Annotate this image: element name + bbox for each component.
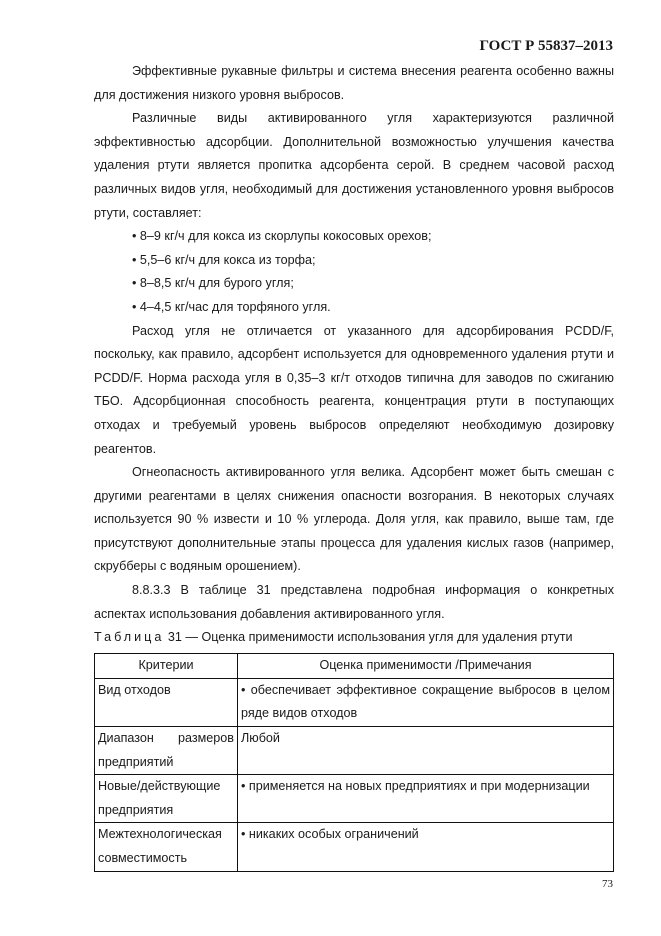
document-id-header: ГОСТ Р 55837–2013 (479, 38, 613, 54)
table-cell-criterion: Вид отходов (95, 678, 238, 726)
table-cell-assessment: Любой (238, 727, 614, 775)
table-cell-criterion: Новые/действующие предприятия (95, 775, 238, 823)
table-row (95, 727, 614, 775)
column-header-assessment: Оценка применимости /Примечания (238, 653, 614, 678)
criteria-table (94, 653, 614, 872)
page-number: 73 (602, 878, 613, 890)
column-header-criteria: Критерии (95, 653, 238, 678)
table-cell-criterion: Диапазон размеров предприятий (95, 727, 238, 775)
table-caption (94, 626, 614, 650)
table-row (95, 823, 614, 871)
table-cell-assessment: • применяется на новых предприятиях и при модернизации (238, 775, 614, 823)
document-body (94, 60, 614, 872)
bullet-item: • 4–4,5 кг/час для торфяного угля. (94, 296, 614, 320)
table-row (95, 678, 614, 726)
paragraph: Расход угля не отличается от указанного для адсорбирования PCDD/F, поскольку, как правило, адсорбент используется для одновременного удаления ртути и PCDD/F. Норма расхода угля в 0,35–3 кг/т отходов типична для заводов по сжиганию ТБО. Адсорбционная способность реагента, концентрация ртути в поступающих отходах и требуемый уровень выбросов определяют необходимую дозировку реагентов. (94, 323, 614, 456)
bullet-item: • 8–9 кг/ч для кокса из скорлупы кокосовых орехов; (94, 225, 614, 249)
paragraph: Различные виды активированного угля характеризуются различной эффективностью адсорбции. Дополнительной возможностью улучшения качества удаления ртути является пропитка адсорбента серой. В среднем часовой расход различных видов угля, необходимый для достижения установленного уровня выбросов ртути, составляет: (94, 111, 614, 220)
paragraph: 8.8.3.3 В таблице 31 представлена подробная информация о конкретных аспектах использования добавления активированного угля. (94, 583, 614, 621)
table-caption-label: Таблица (94, 630, 165, 645)
table-caption-text: 31 — Оценка применимости использования угля для удаления ртути (164, 630, 573, 645)
table-cell-assessment: • никаких особых ограничений (238, 823, 614, 871)
table-cell-criterion: Межтехнологическая совместимость (95, 823, 238, 871)
table-header-row (95, 653, 614, 678)
bullet-item: • 8–8,5 кг/ч для бурого угля; (94, 272, 614, 296)
table-cell-assessment: • обеспечивает эффективное сокращение выбросов в целом ряде видов отходов (238, 678, 614, 726)
paragraph: Огнеопасность активированного угля велика. Адсорбент может быть смешан с другими реагентами в целях снижения опасности возгорания. В некоторых случаях используется 90 % извести и 10 % углерода. Доля угля, как правило, выше там, где присутствуют дополнительные этапы процесса для удаления кислых газов (например, скрубберы с водяным орошением). (94, 465, 614, 574)
bullet-list (94, 225, 614, 319)
table-row (95, 775, 614, 823)
bullet-item: • 5,5–6 кг/ч для кокса из торфа; (94, 249, 614, 273)
paragraph: Эффективные рукавные фильтры и система внесения реагента особенно важны для достижения низкого уровня выбросов. (94, 64, 614, 102)
